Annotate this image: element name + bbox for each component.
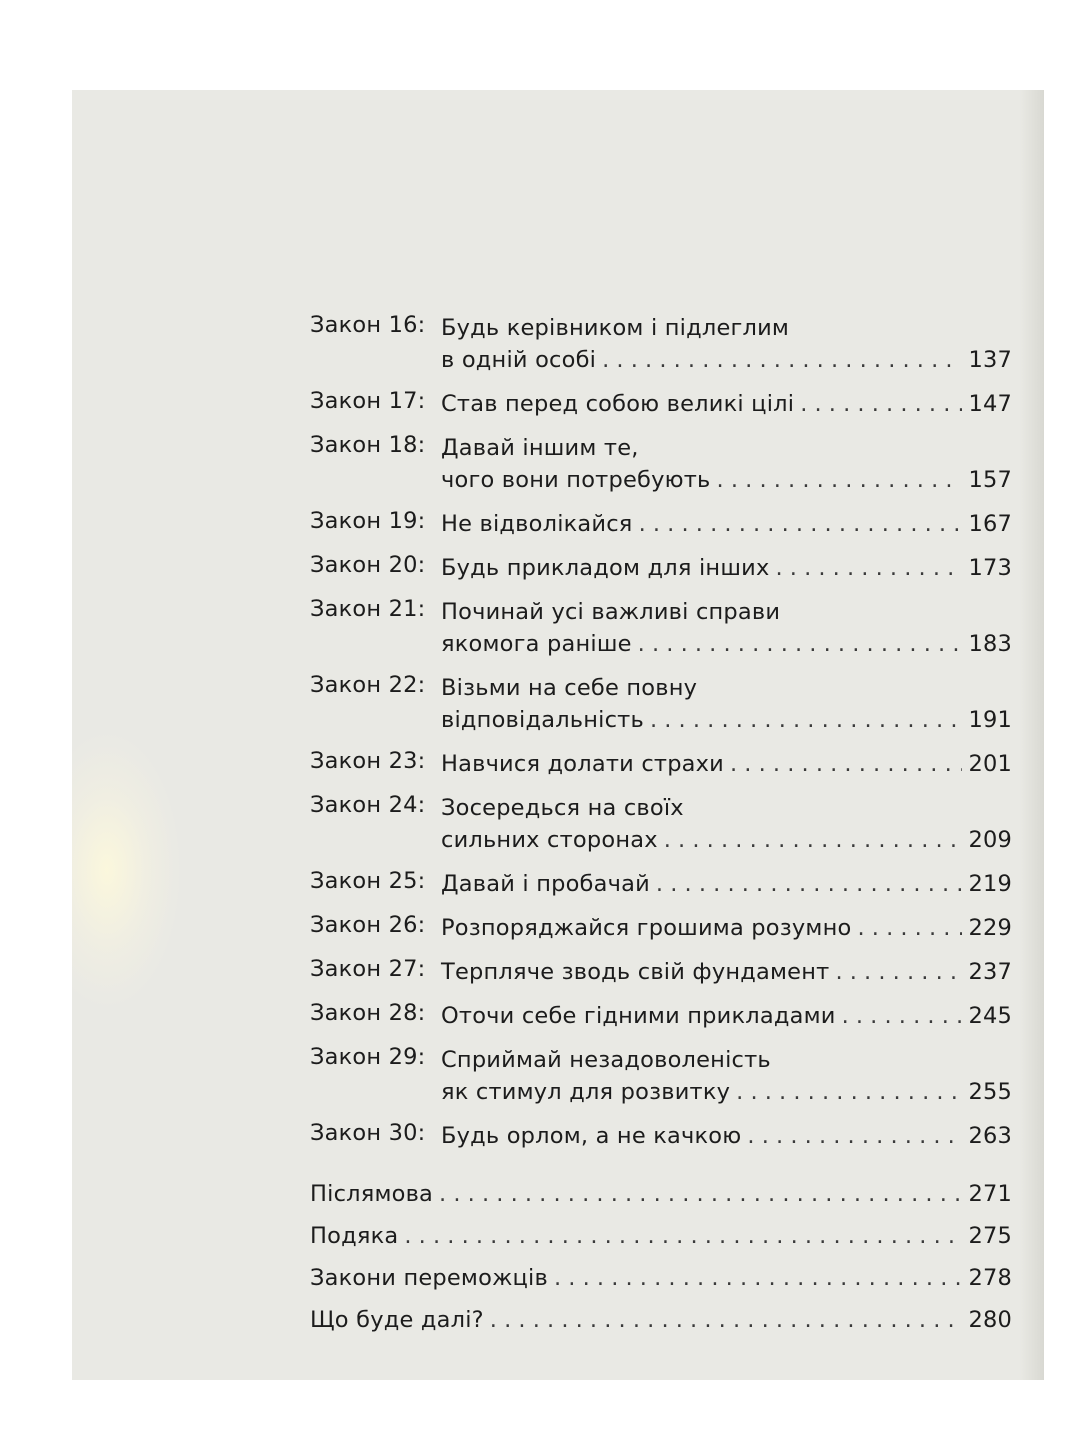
toc-entry [310, 1178, 1012, 1210]
dot-leader [644, 704, 962, 736]
entry-body [441, 672, 1012, 736]
entry-title-line: Будь орлом, а не качкою [441, 1123, 742, 1149]
entry-title-line: відповідальність [441, 707, 644, 733]
page-number: 263 [968, 1123, 1012, 1149]
toc-entry [310, 508, 1012, 540]
dot-leader [433, 1178, 962, 1210]
dot-leader [596, 344, 962, 376]
law-number: Закон 16: [310, 312, 426, 338]
law-number: Закон 20: [310, 552, 426, 578]
entry-title-line: Терпляче зводь свій фундамент [441, 959, 830, 985]
entry-title-line: Не відволікайся [441, 511, 633, 537]
book-page [72, 90, 1044, 1380]
law-number: Закон 26: [310, 912, 426, 938]
page-number: 219 [968, 871, 1012, 897]
entry-body [441, 388, 1012, 420]
dot-leader [650, 868, 962, 900]
entry-body [441, 1000, 1012, 1032]
toc-entry [310, 672, 1012, 736]
entry-body [441, 868, 1012, 900]
page-number: 173 [968, 555, 1012, 581]
entry-title-row [441, 508, 1012, 540]
entry-title-line: як стимул для розвитку [441, 1079, 731, 1105]
entry-title-line: Зосередься на своїх [441, 795, 684, 821]
page-number: 237 [968, 959, 1012, 985]
dot-leader [548, 1262, 962, 1294]
law-number: Закон 28: [310, 1000, 426, 1026]
entry-title-row [310, 1220, 1012, 1252]
entry-title-line: якомога раніше [441, 631, 632, 657]
dot-leader [724, 748, 962, 780]
entry-body [441, 596, 1012, 660]
entry-body [441, 432, 1012, 496]
entry-body [310, 1262, 1012, 1294]
page-number: 183 [968, 631, 1012, 657]
dot-leader [829, 956, 962, 988]
page-number: 201 [968, 751, 1012, 777]
toc-entry [310, 312, 1012, 376]
toc-entry [310, 1044, 1012, 1108]
entry-title-line: Давай і пробачай [441, 871, 650, 897]
law-number: Закон 25: [310, 868, 426, 894]
entry-title-line: Навчися долати страхи [441, 751, 724, 777]
page-number: 191 [968, 707, 1012, 733]
entry-title-line: Будь прикладом для інших [441, 555, 770, 581]
page-number: 209 [968, 827, 1012, 853]
entry-body [441, 792, 1012, 856]
toc-entry [310, 956, 1012, 988]
entry-title-row [441, 748, 1012, 780]
entry-body [441, 748, 1012, 780]
dot-leader [711, 464, 962, 496]
entry-title-line: сильних сторонах [441, 827, 658, 853]
law-number: Закон 30: [310, 1120, 426, 1146]
dot-leader [658, 824, 962, 856]
toc-entry [310, 596, 1012, 660]
law-number: Закон 24: [310, 792, 426, 818]
entry-title-line: Візьми на себе повну [441, 675, 698, 701]
entry-title-row [310, 1262, 1012, 1294]
toc-entry [310, 1262, 1012, 1294]
dot-leader [769, 552, 962, 584]
entry-body [310, 1178, 1012, 1210]
entry-title-row [441, 344, 1012, 376]
entry-title: Що буде далі? [310, 1307, 484, 1333]
entry-body [441, 552, 1012, 584]
entry-title-row [441, 388, 1012, 420]
entry-title-row [441, 704, 1012, 736]
toc-entry [310, 1000, 1012, 1032]
laws-list [310, 312, 1012, 1152]
law-number: Закон 17: [310, 388, 426, 414]
law-number: Закон 19: [310, 508, 426, 534]
toc-entry [310, 1220, 1012, 1252]
toc-entry [310, 792, 1012, 856]
toc-entry [310, 432, 1012, 496]
entry-title-row [441, 1076, 1012, 1108]
entry-body [441, 312, 1012, 376]
dot-leader [851, 912, 962, 944]
page-number: 229 [968, 915, 1012, 941]
entry-title-line: Сприймай незадоволеність [441, 1047, 771, 1073]
law-number: Закон 21: [310, 596, 426, 622]
entry-title-row [441, 552, 1012, 584]
entry-title-row [441, 1120, 1012, 1152]
page-number: 271 [968, 1181, 1012, 1207]
entry-body [310, 1220, 1012, 1252]
law-number: Закон 23: [310, 748, 426, 774]
page-number: 137 [968, 347, 1012, 373]
toc-entry [310, 1304, 1012, 1336]
entry-body [441, 1120, 1012, 1152]
entry-title-line: Будь керівником і підлеглим [441, 315, 790, 341]
entry-title: Закони переможців [310, 1265, 548, 1291]
entry-body [441, 508, 1012, 540]
entry-body [441, 1044, 1012, 1108]
dot-leader [633, 508, 962, 540]
entry-body [310, 1304, 1012, 1336]
dot-leader [836, 1000, 962, 1032]
entry-title-row [310, 1304, 1012, 1336]
entry-title-row [441, 824, 1012, 856]
dot-leader [484, 1304, 962, 1336]
law-number: Закон 22: [310, 672, 426, 698]
dot-leader [794, 388, 962, 420]
table-of-contents [310, 312, 1012, 1346]
page-number: 245 [968, 1003, 1012, 1029]
back-matter-list [310, 1178, 1012, 1336]
page-number: 147 [968, 391, 1012, 417]
entry-title-line: Давай іншим те, [441, 435, 639, 461]
page-number: 278 [968, 1265, 1012, 1291]
entry-title-line: Починай усі важливі справи [441, 599, 781, 625]
entry-title-row [310, 1178, 1012, 1210]
page-number: 157 [968, 467, 1012, 493]
law-number: Закон 18: [310, 432, 426, 458]
dot-leader [741, 1120, 962, 1152]
page-number: 255 [968, 1079, 1012, 1105]
entry-title-row [441, 868, 1012, 900]
toc-entry [310, 748, 1012, 780]
entry-title-row [441, 464, 1012, 496]
toc-entry [310, 552, 1012, 584]
entry-title-line: чого вони потребують [441, 467, 711, 493]
entry-title-row [441, 956, 1012, 988]
dot-leader [730, 1076, 962, 1108]
entry-body [441, 956, 1012, 988]
law-number: Закон 27: [310, 956, 426, 982]
entry-title-row [441, 628, 1012, 660]
toc-entry [310, 1120, 1012, 1152]
entry-title: Подяка [310, 1223, 399, 1249]
toc-entry [310, 912, 1012, 944]
entry-title-line: Став перед собою великі цілі [441, 391, 795, 417]
toc-entry [310, 868, 1012, 900]
entry-title-row [441, 1000, 1012, 1032]
page-number: 275 [968, 1223, 1012, 1249]
entry-body [441, 912, 1012, 944]
page-number: 167 [968, 511, 1012, 537]
toc-entry [310, 388, 1012, 420]
entry-title-line: Оточи себе гідними прикладами [441, 1003, 836, 1029]
page-number: 280 [968, 1307, 1012, 1333]
dot-leader [398, 1220, 962, 1252]
dot-leader [632, 628, 962, 660]
entry-title: Післямова [310, 1181, 434, 1207]
entry-title-row [441, 912, 1012, 944]
law-number: Закон 29: [310, 1044, 426, 1070]
entry-title-line: в одній особі [441, 347, 597, 373]
entry-title-line: Розпоряджайся грошима розумно [441, 915, 852, 941]
